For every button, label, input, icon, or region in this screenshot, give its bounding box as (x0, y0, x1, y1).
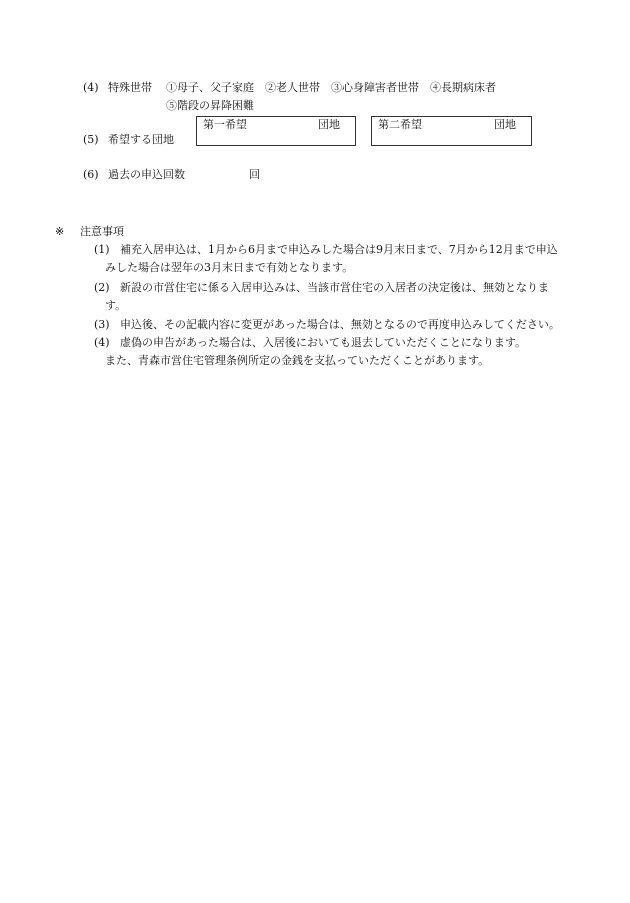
note3-line1: 申込後、その記載内容に変更があった場合は、無効となるので再度申込みしてください。 (120, 318, 560, 331)
note2-line1: 新設の市営住宅に係る入居申込みは、当該市営住宅の入居者の決定後は、無効となりま (120, 281, 549, 294)
first-choice-label: 第一希望 (203, 118, 247, 131)
second-choice-label: 第二希望 (378, 118, 422, 131)
item5-number: (5) (83, 133, 99, 146)
first-choice-box[interactable] (196, 116, 356, 146)
item4-number: (4) (83, 81, 99, 94)
first-choice-suffix: 団地 (318, 118, 340, 131)
note4-number: (4) (94, 336, 110, 349)
item6-label: 過去の申込回数 (108, 168, 185, 181)
note3-number: (3) (94, 318, 110, 331)
note1-line2: みした場合は翌年の3月末日まで有効となります。 (105, 261, 354, 274)
note2-number: (2) (94, 281, 110, 294)
item4-options-line2: ⑤階段の昇降困難 (166, 99, 254, 112)
item4-options-line1: ①母子、父子家庭 ②老人世帯 ③心身障害者世帯 ④長期病床者 (166, 81, 496, 94)
item4-label: 特殊世帯 (108, 81, 152, 94)
note4-line2: また、青森市営住宅管理条例所定の金銭を支払っていただくことがあります。 (105, 354, 490, 367)
second-choice-box[interactable] (371, 116, 532, 146)
note1-line1: 補充入居申込は、1月から6月まで申込みした場合は9月末日まで、7月から12月まで申込 (120, 243, 558, 256)
item5-label: 希望する団地 (108, 133, 174, 146)
notes-title: 注意事項 (80, 225, 124, 238)
note1-number: (1) (94, 243, 110, 256)
item6-number: (6) (83, 168, 99, 181)
note2-line2: す。 (105, 299, 127, 312)
item6-unit: 回 (249, 168, 260, 181)
notes-mark: ※ (55, 225, 65, 238)
note4-line1: 虚偽の申告があった場合は、入居後においても退去していただくことになります。 (120, 336, 527, 349)
second-choice-suffix: 団地 (494, 118, 516, 131)
